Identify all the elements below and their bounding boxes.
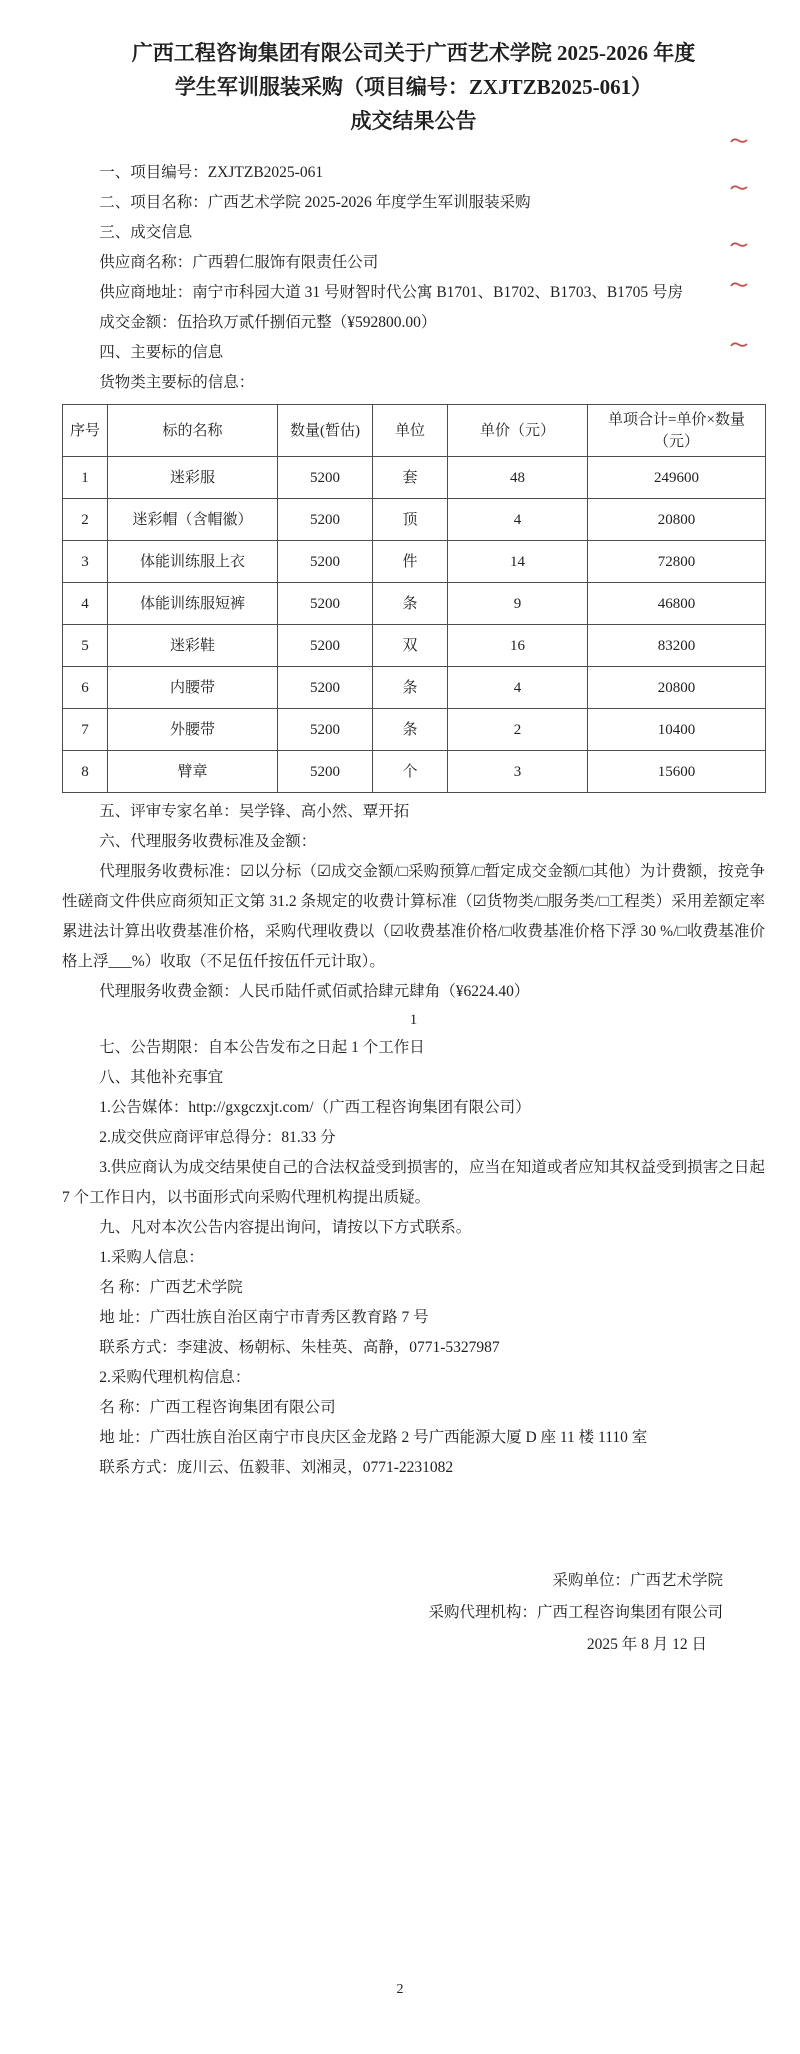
goods-table-header [63,405,766,457]
revision-mark-icon [730,183,748,192]
cell-unit: 套 [373,457,448,499]
cell-index: 5 [63,625,108,667]
col-header-unit-price: 单价（元） [448,405,588,457]
cell-quantity: 5200 [278,751,373,793]
goods-table-body [63,457,766,793]
col-header-quantity: 数量(暂估) [278,405,373,457]
deal-amount: 成交金额：伍拾玖万贰仟捌佰元整（¥592800.00） [99,314,437,331]
cell-item-name: 内腰带 [108,667,278,709]
buyer-name: 名 称：广西艺术学院 [99,1279,243,1296]
cell-unit: 条 [373,583,448,625]
cell-subtotal: 249600 [588,457,766,499]
cell-index: 1 [63,457,108,499]
cell-index: 6 [63,667,108,709]
cell-index: 3 [63,541,108,583]
section-project-name: 二、项目名称：广西艺术学院 2025-2026 年度学生军训服装采购 [99,194,531,211]
buyer-contact: 联系方式：李建波、杨朝标、朱桂英、高静，0771-5327987 [99,1339,500,1356]
section-supplementary: 八、其他补充事宜 [99,1069,224,1086]
buyer-info-header: 1.采购人信息： [99,1249,204,1266]
section-expert-list: 五、评审专家名单：吴学锋、高小然、覃开拓 [99,803,410,820]
table-row [63,625,766,667]
cell-subtotal: 46800 [588,583,766,625]
goods-intro: 货物类主要标的信息： [99,374,255,391]
cell-quantity: 5200 [278,667,373,709]
buyer-address: 地 址：广西壮族自治区南宁市青秀区教育路 7 号 [99,1309,429,1326]
document-content [62,36,765,1661]
table-row [63,583,766,625]
signature-agency: 采购代理机构：广西工程咨询集团有限公司 [428,1604,723,1621]
table-header-row [63,405,766,457]
cell-item-name: 臂章 [108,751,278,793]
revision-mark-icon [730,136,748,145]
cell-item-name: 迷彩服 [108,457,278,499]
supplementary-objection: 3.供应商认为成交结果使自己的合法权益受到损害的，应当在知道或者应知其权益受到损害之日起 7 个工作日内，以书面形式向采购代理机构提出质疑。 [62,1159,765,1206]
cell-quantity: 5200 [278,625,373,667]
cell-unit: 双 [373,625,448,667]
agency-fee-standard: 代理服务收费标准：☑以分标（☑成交金额/□采购预算/□暂定成交金额/□其他）为计费额，按竞争性磋商文件供应商须知正文第 31.2 条规定的收费计算标准（☑货物类/□服务类/□工程类）采用差额定率累进法计算出收费基准价格，采购代理收费以（☑收费基准价格/□收费基准价格下浮 30 %/□收费基准价格上浮___%）收取（不足伍仟按伍仟元计取）。 [62,863,765,970]
table-row [63,457,766,499]
supplier-address: 供应商地址：南宁市科园大道 31 号财智时代公寓 B1701、B1702、B1703、B1705 号房 [99,284,684,301]
agency-info-header: 2.采购代理机构信息： [99,1369,251,1386]
cell-item-name: 迷彩鞋 [108,625,278,667]
signature-date: 2025 年 8 月 12 日 [586,1636,707,1653]
cell-subtotal: 10400 [588,709,766,751]
cell-unit-price: 2 [448,709,588,751]
title-line-2: 学生军训服装采购（项目编号：ZXJTZB2025-061） [174,75,653,99]
cell-item-name: 体能训练服短裤 [108,583,278,625]
section-main-subject: 四、主要标的信息 [99,344,224,361]
table-row [63,667,766,709]
cell-quantity: 5200 [278,583,373,625]
section-contact: 九、凡对本次公告内容提出询问，请按以下方式联系。 [99,1219,472,1236]
cell-unit-price: 3 [448,751,588,793]
cell-unit-price: 4 [448,667,588,709]
cell-quantity: 5200 [278,541,373,583]
table-row [63,709,766,751]
cell-subtotal: 72800 [588,541,766,583]
title-line-1: 广西工程咨询集团有限公司关于广西艺术学院 2025-2026 年度 [131,41,696,65]
col-header-index: 序号 [63,405,108,457]
title-line-3: 成交结果公告 [350,109,477,133]
agency-fee-amount: 代理服务收费金额：人民币陆仟贰佰贰拾肆元肆角（¥6224.40） [99,983,530,1000]
cell-unit-price: 48 [448,457,588,499]
embedded-page1-number: 1 [409,1012,418,1028]
table-row [63,541,766,583]
cell-index: 4 [63,583,108,625]
cell-index: 8 [63,751,108,793]
goods-table [62,404,766,793]
cell-quantity: 5200 [278,709,373,751]
signature-purchaser: 采购单位：广西艺术学院 [552,1572,723,1589]
agency-contact: 联系方式：庞川云、伍毅菲、刘湘灵，0771-2231082 [99,1459,454,1476]
signature-block [62,1565,765,1661]
revision-mark-icon [730,280,748,289]
cell-unit: 条 [373,667,448,709]
cell-item-name: 体能训练服上衣 [108,541,278,583]
cell-unit-price: 4 [448,499,588,541]
section-project-number: 一、项目编号：ZXJTZB2025-061 [99,164,324,181]
cell-item-name: 外腰带 [108,709,278,751]
cell-subtotal: 20800 [588,499,766,541]
col-header-unit: 单位 [373,405,448,457]
cell-unit-price: 16 [448,625,588,667]
cell-subtotal: 15600 [588,751,766,793]
col-header-subtotal: 单项合计=单价×数量（元） [588,405,766,457]
cell-index: 2 [63,499,108,541]
section-deal-info: 三、成交信息 [99,224,193,241]
cell-quantity: 5200 [278,499,373,541]
section-agency-fee: 六、代理服务收费标准及金额： [99,833,317,850]
cell-index: 7 [63,709,108,751]
section-announcement-period: 七、公告期限：自本公告发布之日起 1 个工作日 [99,1039,425,1056]
revision-mark-icon [730,340,748,349]
cell-item-name: 迷彩帽（含帽徽） [108,499,278,541]
goods-table-wrap [62,404,765,793]
supplementary-score: 2.成交供应商评审总得分：81.33 分 [99,1129,336,1146]
table-row [63,751,766,793]
cell-unit: 顶 [373,499,448,541]
supplier-name: 供应商名称：广西碧仁服饰有限责任公司 [99,254,379,271]
revision-mark-icon [730,240,748,249]
cell-subtotal: 83200 [588,625,766,667]
cell-subtotal: 20800 [588,667,766,709]
cell-unit: 个 [373,751,448,793]
cell-unit-price: 14 [448,541,588,583]
page-number: 2 [396,1982,404,1997]
col-header-item-name: 标的名称 [108,405,278,457]
table-row [63,499,766,541]
supplementary-media: 1.公告媒体：http://gxgczxjt.com/（广西工程咨询集团有限公司） [99,1099,531,1116]
cell-unit: 件 [373,541,448,583]
agency-address: 地 址：广西壮族自治区南宁市良庆区金龙路 2 号广西能源大厦 D 座 11 楼 1110 室 [99,1429,648,1446]
document-title [62,36,765,138]
cell-unit: 条 [373,709,448,751]
cell-quantity: 5200 [278,457,373,499]
cell-unit-price: 9 [448,583,588,625]
agency-name: 名 称：广西工程咨询集团有限公司 [99,1399,336,1416]
